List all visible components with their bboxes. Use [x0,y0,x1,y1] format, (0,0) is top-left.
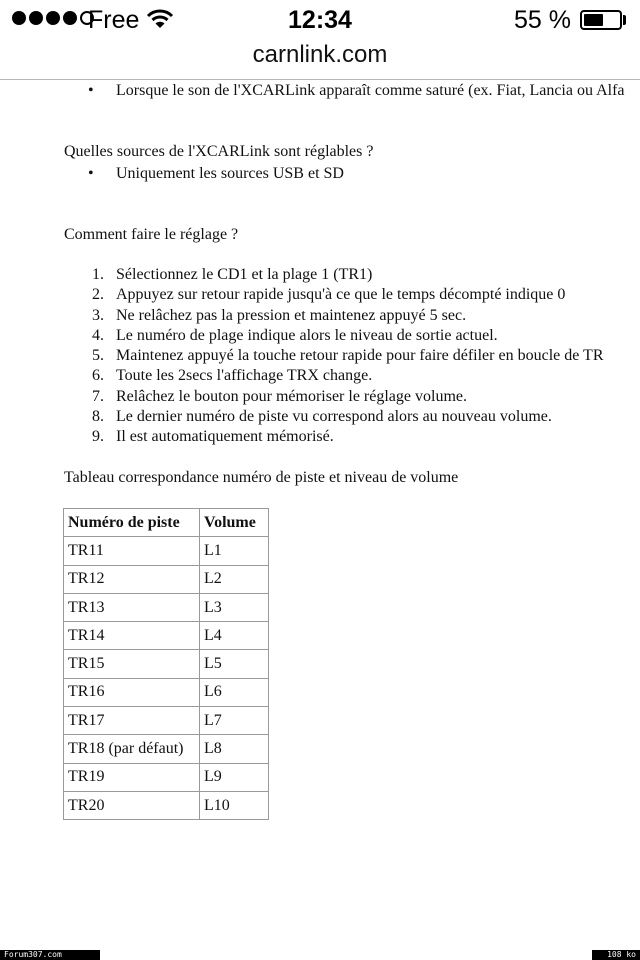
page-content [0,80,640,948]
battery-percentage: 55 % [514,6,571,34]
table-row [64,622,269,650]
table-cell: TR11 [64,537,200,565]
step-number: 3. [92,306,104,324]
table-cell: TR12 [64,565,200,593]
step-text: Appuyez sur retour rapide jusqu'à ce que le temps décompté indique 0 [116,286,566,304]
url-domain: carnlink.com [252,41,388,68]
table-row [64,537,269,565]
question-settings: Comment faire le réglage ? [64,226,239,243]
table-row [64,735,269,763]
list-item: • Lorsque le son de l'XCARLink apparaît comme saturé (ex. Fiat, Lancia ou Alfa [88,82,625,99]
clock: 12:34 [288,6,352,34]
table-cell: TR16 [64,678,200,706]
table-row [64,678,269,706]
step-number: 6. [92,367,104,385]
step-number: 8. [92,408,104,426]
table-row [64,593,269,621]
table-cell: TR19 [64,763,200,791]
step-text: Il est automatiquement mémorisé. [116,428,334,446]
volume-table [63,508,269,820]
step-text: Relâchez le bouton pour mémoriser le réglage volume. [116,387,467,405]
table-header-row [64,509,269,537]
step-number: 1. [92,266,104,283]
battery-icon [580,10,622,30]
table-cell: L10 [200,791,269,819]
footer [0,948,640,960]
table-cell: L7 [200,707,269,735]
step-number: 4. [92,326,104,344]
table-cell: L6 [200,678,269,706]
table-cell: L9 [200,763,269,791]
table-cell: L1 [200,537,269,565]
table-cell: TR20 [64,791,200,819]
table-cell: L8 [200,735,269,763]
table-row [64,565,269,593]
table-cell: L3 [200,593,269,621]
table-row [64,791,269,819]
table-cell: TR14 [64,622,200,650]
table-cell: L4 [200,622,269,650]
table-cell: L2 [200,565,269,593]
status-bar [0,0,640,40]
bullet-icon: • [88,165,94,182]
step-number: 9. [92,428,104,446]
step-text: Maintenez appuyé la touche retour rapide pour faire défiler en boucle de TR [116,347,604,365]
table-cell: L5 [200,650,269,678]
table-row [64,650,269,678]
step-text: Ne relâchez pas la pression et maintenez appuyé 5 sec. [116,306,467,324]
step-text: Le dernier numéro de piste vu correspond alors au nouveau volume. [116,408,552,426]
address-bar[interactable] [0,40,640,80]
table-title: Tableau correspondance numéro de piste et niveau de volume [64,469,459,486]
footer-site: Forum307.com [0,950,100,960]
list-item: • Uniquement les sources USB et SD [88,165,344,182]
step-number: 5. [92,347,104,365]
carrier-name: Free [88,6,140,34]
table-row [64,707,269,735]
table-cell: TR13 [64,593,200,621]
table-header-cell: Numéro de piste [64,509,200,537]
table-row [64,763,269,791]
question-sources: Quelles sources de l'XCARLink sont réglables ? [64,143,374,160]
table-cell: TR18 (par défaut) [64,735,200,763]
step-number: 2. [92,286,104,304]
step-text: Sélectionnez le CD1 et la plage 1 (TR1) [116,266,373,283]
battery-cap [623,15,626,25]
table-cell: TR17 [64,707,200,735]
table-cell: TR15 [64,650,200,678]
step-text: Toute les 2secs l'affichage TRX change. [116,367,373,385]
footer-size: 108 ko [592,950,640,960]
bullet-icon: • [88,82,94,99]
step-number: 7. [92,387,104,405]
step-text: Le numéro de plage indique alors le niveau de sortie actuel. [116,326,498,344]
table-header-cell: Volume [200,509,269,537]
